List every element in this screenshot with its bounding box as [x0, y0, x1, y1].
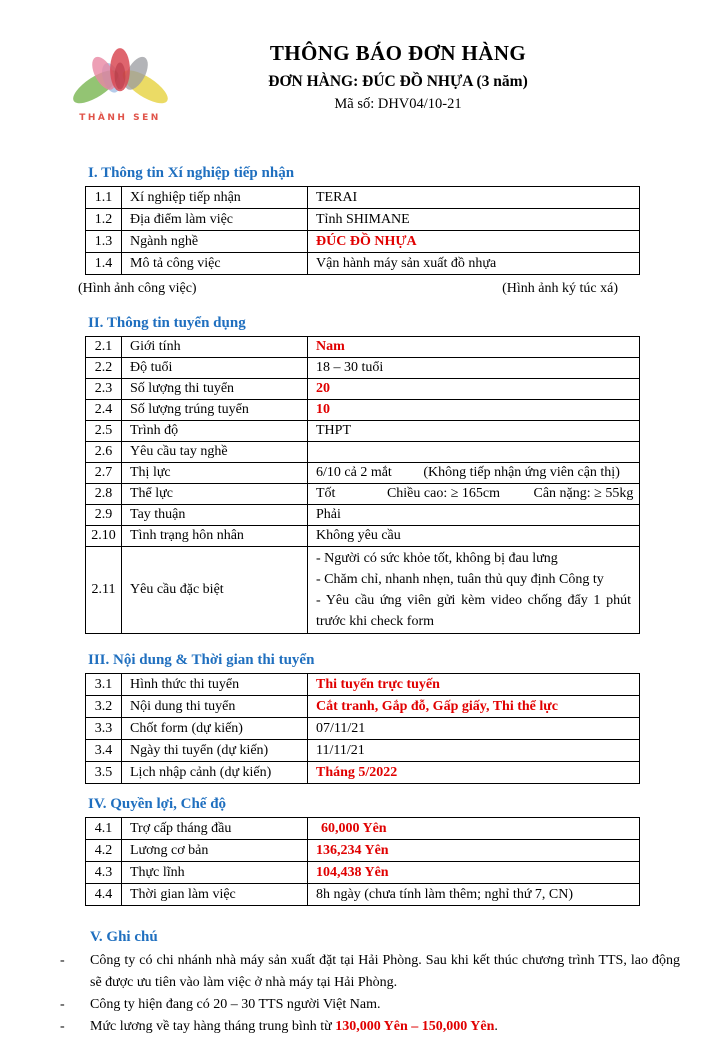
row-number: 3.2	[86, 696, 122, 718]
row-value: Nam	[308, 337, 640, 358]
row-number: 3.1	[86, 674, 122, 696]
row-number: 2.9	[86, 505, 122, 526]
table-row	[86, 463, 640, 484]
section-recruitment-info	[0, 314, 724, 634]
row-number: 3.3	[86, 718, 122, 740]
document-header	[0, 0, 724, 128]
row-number: 4.2	[86, 840, 122, 862]
special-requirement-line: - Người có sức khỏe tốt, không bị đau lưng	[316, 551, 558, 566]
row-number: 1.3	[86, 231, 122, 253]
order-subtitle: ĐƠN HÀNG: ĐÚC ĐỒ NHỰA (3 năm)	[268, 73, 528, 90]
row-value	[308, 547, 640, 634]
table-row	[86, 337, 640, 358]
bullet-dash: -	[60, 953, 65, 968]
caption-work-photo: (Hình ảnh công việc)	[78, 281, 197, 296]
table-row	[86, 421, 640, 442]
row-label: Thị lực	[122, 463, 308, 484]
vision-value: 6/10 cả 2 mắt	[316, 465, 392, 480]
section-3-table	[85, 673, 640, 784]
notes-list	[60, 950, 680, 1038]
vision-note: (Không tiếp nhận ứng viên cận thị)	[423, 465, 620, 480]
lotus-icon	[60, 40, 180, 112]
row-label: Trợ cấp tháng đầu	[122, 818, 308, 840]
section-5-heading: V. Ghi chú	[90, 929, 158, 945]
row-number: 1.1	[86, 187, 122, 209]
section-company-info	[0, 164, 724, 299]
fitness-value: Tốt	[316, 486, 336, 501]
row-value: Cắt tranh, Gắp đỗ, Gấp giấy, Thi thể lực	[308, 696, 640, 718]
row-value: 18 – 30 tuổi	[308, 358, 640, 379]
row-label: Ngày thi tuyển (dự kiến)	[122, 740, 308, 762]
row-label: Chốt form (dự kiến)	[122, 718, 308, 740]
row-number: 2.11	[86, 547, 122, 634]
row-number: 2.7	[86, 463, 122, 484]
row-label: Lịch nhập cảnh (dự kiến)	[122, 762, 308, 784]
row-label: Xí nghiệp tiếp nhận	[122, 187, 308, 209]
section-4-heading: IV. Quyền lợi, Chế độ	[88, 796, 227, 812]
section-notes	[0, 928, 724, 1038]
table-row	[86, 696, 640, 718]
salary-range: 130,000 Yên – 150,000 Yên	[335, 1019, 495, 1034]
bullet-dash: -	[60, 997, 65, 1012]
row-label: Số lượng thi tuyển	[122, 379, 308, 400]
row-value: 104,438 Yên	[308, 862, 640, 884]
row-value: THPT	[308, 421, 640, 442]
height-requirement: Chiều cao: ≥ 165cm	[386, 486, 500, 501]
row-label: Tay thuận	[122, 505, 308, 526]
row-value: Tỉnh SHIMANE	[308, 209, 640, 231]
table-row	[86, 442, 640, 463]
row-label: Thực lĩnh	[122, 862, 308, 884]
row-number: 2.1	[86, 337, 122, 358]
row-number: 2.4	[86, 400, 122, 421]
note-text: Công ty có chi nhánh nhà máy sản xuất đặt tại Hải Phòng. Sau khi kết thúc chương trình TTS, lao động sẽ được ưu tiên vào làm việc ở nhà máy tại Hải Phòng.	[90, 953, 680, 990]
row-value	[308, 484, 640, 505]
table-row	[86, 379, 640, 400]
row-number: 2.10	[86, 526, 122, 547]
section-benefits	[0, 795, 724, 906]
salary-note-prefix: Mức lương về tay hàng tháng trung bình từ	[90, 1019, 336, 1034]
table-row	[86, 718, 640, 740]
document-title: THÔNG BÁO ĐƠN HÀNG	[269, 41, 527, 65]
row-number: 2.5	[86, 421, 122, 442]
brand-logo	[52, 40, 188, 123]
table-row	[86, 253, 640, 275]
table-row	[86, 740, 640, 762]
note-text: Công ty hiện đang có 20 – 30 TTS người Việt Nam.	[90, 997, 381, 1012]
row-value	[308, 463, 640, 484]
table-row	[86, 840, 640, 862]
row-value: Phải	[308, 505, 640, 526]
row-label: Trình độ	[122, 421, 308, 442]
section-3-heading: III. Nội dung & Thời gian thi tuyển	[88, 652, 315, 668]
row-value: 20	[308, 379, 640, 400]
salary-note-suffix: .	[494, 1019, 498, 1034]
row-label: Số lượng trúng tuyển	[122, 400, 308, 421]
table-row	[86, 526, 640, 547]
section-1-heading: I. Thông tin Xí nghiệp tiếp nhận	[88, 165, 295, 181]
row-number: 2.3	[86, 379, 122, 400]
row-label: Yêu cầu tay nghề	[122, 442, 308, 463]
table-row	[86, 862, 640, 884]
row-value: ĐÚC ĐỒ NHỰA	[308, 231, 640, 253]
row-value: TERAI	[308, 187, 640, 209]
table-row	[86, 762, 640, 784]
row-number: 3.5	[86, 762, 122, 784]
table-row	[86, 209, 640, 231]
row-value: 10	[308, 400, 640, 421]
table-row	[86, 884, 640, 906]
bullet-dash: -	[60, 1019, 65, 1034]
row-number: 3.4	[86, 740, 122, 762]
row-label: Ngành nghề	[122, 231, 308, 253]
table-row	[86, 547, 640, 634]
row-value: 11/11/21	[308, 740, 640, 762]
row-label: Mô tả công việc	[122, 253, 308, 275]
list-item	[60, 950, 680, 994]
row-number: 2.8	[86, 484, 122, 505]
row-label: Hình thức thi tuyển	[122, 674, 308, 696]
row-label: Địa điểm làm việc	[122, 209, 308, 231]
list-item	[60, 994, 680, 1016]
row-number: 1.2	[86, 209, 122, 231]
row-label: Thể lực	[122, 484, 308, 505]
row-value: 8h ngày (chưa tính làm thêm; nghỉ thứ 7, CN)	[308, 884, 640, 906]
photo-captions	[78, 279, 618, 299]
table-row	[86, 400, 640, 421]
table-row	[86, 674, 640, 696]
row-label: Nội dung thi tuyển	[122, 696, 308, 718]
row-value: 136,234 Yên	[308, 840, 640, 862]
row-number: 4.1	[86, 818, 122, 840]
row-number: 2.6	[86, 442, 122, 463]
section-4-table	[85, 817, 640, 906]
row-label: Thời gian làm việc	[122, 884, 308, 906]
table-row	[86, 358, 640, 379]
brand-name: THÀNH SEN	[79, 113, 161, 123]
row-value	[308, 442, 640, 463]
row-label: Độ tuổi	[122, 358, 308, 379]
row-label: Giới tính	[122, 337, 308, 358]
order-code: Mã số: DHV04/10-21	[334, 96, 462, 112]
caption-dorm-photo: (Hình ảnh ký túc xá)	[502, 281, 618, 296]
section-exam-info	[0, 651, 724, 784]
list-item	[60, 1016, 680, 1038]
row-value: 07/11/21	[308, 718, 640, 740]
special-requirement-line: - Yêu cầu ứng viên gửi kèm video chống đẩy 1 phút trước khi check form	[316, 593, 631, 629]
row-value: Tháng 5/2022	[308, 762, 640, 784]
section-2-table	[85, 336, 640, 634]
row-number: 2.2	[86, 358, 122, 379]
row-number: 4.4	[86, 884, 122, 906]
row-value: 60,000 Yên	[308, 818, 640, 840]
row-number: 1.4	[86, 253, 122, 275]
row-label: Yêu cầu đặc biệt	[122, 547, 308, 634]
row-value: Thi tuyển trực tuyến	[308, 674, 640, 696]
special-requirement-line: - Chăm chỉ, nhanh nhẹn, tuân thủ quy định Công ty	[316, 572, 604, 587]
table-row	[86, 818, 640, 840]
note-text	[90, 1016, 680, 1038]
table-row	[86, 231, 640, 253]
table-row	[86, 505, 640, 526]
row-value: Vận hành máy sản xuất đồ nhựa	[308, 253, 640, 275]
weight-requirement: Cân nặng: ≥ 55kg	[533, 486, 634, 501]
row-label: Lương cơ bản	[122, 840, 308, 862]
table-row	[86, 484, 640, 505]
row-value: Không yêu cầu	[308, 526, 640, 547]
row-label: Tình trạng hôn nhân	[122, 526, 308, 547]
table-row	[86, 187, 640, 209]
section-2-heading: II. Thông tin tuyển dụng	[88, 315, 246, 331]
section-1-table	[85, 186, 640, 275]
row-number: 4.3	[86, 862, 122, 884]
